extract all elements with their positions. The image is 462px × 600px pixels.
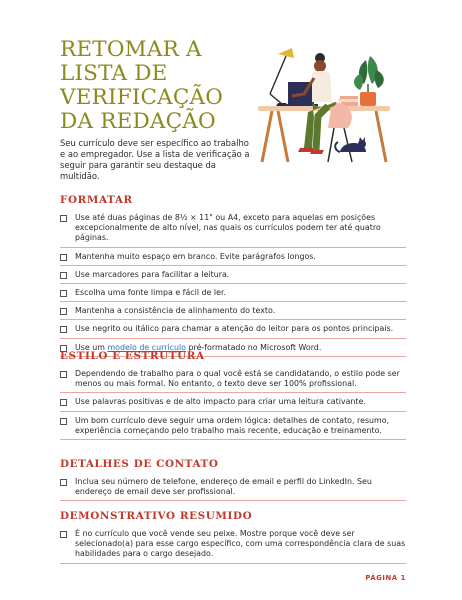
checkbox[interactable]: [60, 479, 67, 486]
intro-paragraph: Seu currículo deve ser específico ao trabalho e ao empregador. Use a lista de verificação a seguir para garantir seu destaque da multidão.: [60, 138, 250, 181]
checklist-item: [60, 305, 406, 320]
item-text: Inclua seu número de telefone, endereço de email e perfil do LinkedIn. Seu endereço de email deve ser profissional.: [75, 477, 372, 497]
item-text: Use marcadores para facilitar a leitura.: [75, 269, 230, 279]
checkbox[interactable]: [60, 531, 67, 538]
title-line: RETOMAR A: [60, 37, 202, 62]
checkbox[interactable]: [60, 272, 67, 279]
checklist-item: [60, 269, 406, 284]
title-line: VERIFICAÇÃO: [60, 85, 224, 110]
checkbox[interactable]: [60, 418, 67, 425]
section-heading: ESTILO E ESTRUTURA: [60, 350, 205, 362]
section-heading: FORMATAR: [60, 194, 133, 206]
page-number: PÁGINA 1: [365, 574, 406, 582]
checkbox[interactable]: [60, 399, 67, 406]
section-heading: DEMONSTRATIVO RESUMIDO: [60, 510, 253, 522]
checklist-item: [60, 476, 406, 501]
item-text-before: Use um: [75, 342, 108, 352]
checklist-item: [60, 396, 406, 411]
item-text: Mantenha a consistência de alinhamento do texto.: [75, 306, 276, 316]
item-text: Um bom currículo deve seguir uma ordem lógica: detalhes de contato, resumo, experiência começando pelo trabalho mais recente, educação e treinamento.: [75, 415, 390, 435]
checklist-item: [60, 287, 406, 302]
checklist-item: [60, 368, 406, 393]
section-demonstrativo-resumido: [60, 510, 406, 567]
section-heading: DETALHES DE CONTATO: [60, 458, 219, 470]
item-text: É no currículo que você vende seu peixe. Mostre porque você deve ser selecionado(a) para esse cargo específico, com uma correspondência clara de suas habilidades para o cargo desejado.: [75, 529, 406, 559]
checkbox[interactable]: [60, 326, 67, 333]
section-formatar: [60, 194, 406, 360]
resume-template-link[interactable]: modelo de currículo: [107, 342, 186, 352]
item-text: Use até duas páginas de 8½ × 11" ou A4, exceto para aquelas em posições excepcionalmente de alto nível, nas quais os currículos podem ter até quatro páginas.: [75, 213, 381, 243]
item-text: Use negrito ou itálico para chamar a atenção do leitor para os pontos principais.: [75, 324, 394, 334]
page-title: [60, 38, 260, 134]
checkbox[interactable]: [60, 215, 67, 222]
woman-at-desk-illustration: [248, 40, 398, 168]
checkbox[interactable]: [60, 371, 67, 378]
item-text: Dependendo de trabalho para o qual você está se candidatando, o estilo pode ser menos ou mais formal. No entanto, o texto deve ser 100% profissional.: [75, 369, 400, 389]
section-estilo-estrutura: [60, 350, 406, 443]
item-text: Use palavras positivas e de alto impacto para criar uma leitura cativante.: [75, 397, 366, 407]
checkbox[interactable]: [60, 308, 67, 315]
title-line: DA REDAÇÃO: [60, 109, 216, 134]
checklist-item: [60, 212, 406, 248]
item-text: Mantenha muito espaço em branco. Evite parágrafos longos.: [75, 251, 316, 261]
checklist-item: [60, 528, 406, 564]
checklist-item: [60, 415, 406, 440]
checkbox[interactable]: [60, 254, 67, 261]
checklist-item: [60, 323, 406, 338]
checkbox[interactable]: [60, 290, 67, 297]
checklist-item: [60, 251, 406, 266]
title-line: LISTA DE: [60, 61, 168, 86]
section-detalhes-contato: [60, 458, 406, 504]
item-text-after: pré-formatado no Microsoft Word.: [185, 342, 322, 352]
item-text: Escolha uma fonte limpa e fácil de ler.: [75, 288, 226, 298]
